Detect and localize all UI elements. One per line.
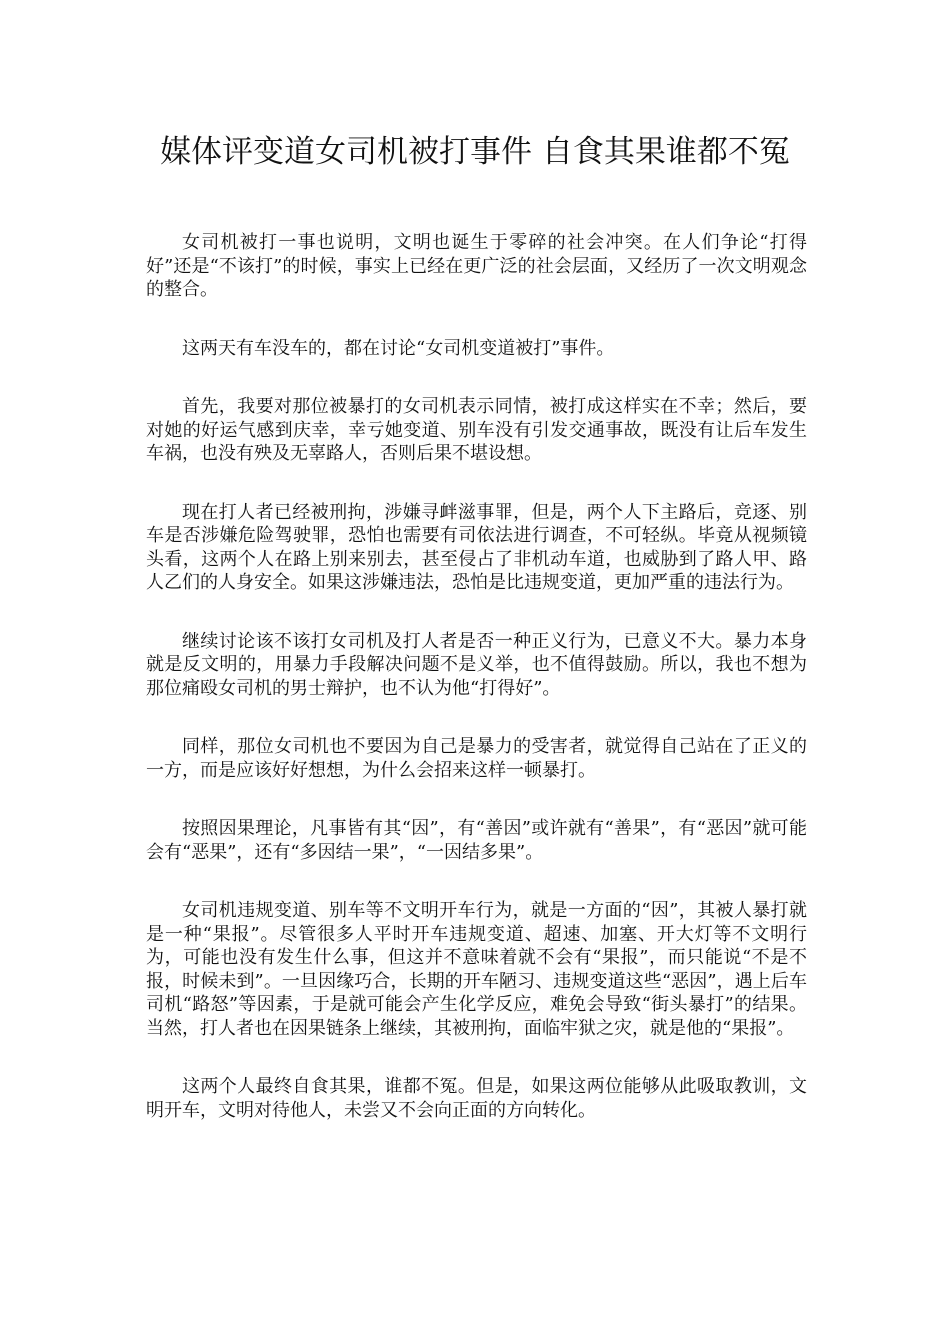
paragraph-8: 女司机违规变道、别车等不文明开车行为，就是一方面的“因”，其被人暴打就是一种“果报”。尽管很多人平时开车违规变道、超速、加塞、开大灯等不文明行为，可能也没有发生什么事，但这并不意味着就不会有“果报”，而只能说“不是不报，时候未到”。一旦因缘巧合，长期的开车陋习、违规变道这些“恶因”，遇上后车司机“路怒”等因素，于是就可能会产生化学反应，难免会导致“街头暴打”的结果。当然，打人者也在因果链条上继续，其被刑拘，面临牢狱之灾，就是他的“果报”。 (146, 900, 807, 1039)
paragraph-3: 首先，我要对那位被暴打的女司机表示同情，被打成这样实在不幸；然后，要对她的好运气感到庆幸，幸亏她变道、别车没有引发交通事故，既没有让后车发生车祸，也没有殃及无辜路人，否则后果不堪设想。 (146, 396, 807, 464)
paragraph-5: 继续讨论该不该打女司机及打人者是否一种正义行为，已意义不大。暴力本身就是反文明的，用暴力手段解决问题不是义举，也不值得鼓励。所以，我也不想为那位痛殴女司机的男士辩护，也不认为他“打得好”。 (146, 630, 807, 699)
paragraph-2: 这两天有车没车的，都在讨论“女司机变道被打”事件。 (182, 337, 615, 359)
paragraph-9: 这两个人最终自食其果，谁都不冤。但是，如果这两位能够从此吸取教训，文明开车，文明对待他人，未尝又不会向正面的方向转化。 (146, 1076, 807, 1121)
paragraph-1: 女司机被打一事也说明，文明也诞生于零碎的社会冲突。在人们争论“打得好”还是“不该打”的时候，事实上已经在更广泛的社会层面，又经历了一次文明观念的整合。 (146, 232, 807, 300)
article-body (146, 231, 807, 1157)
paragraph-4: 现在打人者已经被刑拘，涉嫌寻衅滋事罪，但是，两个人下主路后，竞逐、别车是否涉嫌危险驾驶罪，恐怕也需要有司依法进行调查，不可轻纵。毕竟从视频镜头看，这两个人在路上别来别去，甚至侵占了非机动车道，也威胁到了路人甲、路人乙们的人身安全。如果这涉嫌违法，恐怕是比违规变道，更加严重的违法行为。 (146, 501, 807, 593)
paragraph-6: 同样，那位女司机也不要因为自己是暴力的受害者，就觉得自己站在了正义的一方，而是应该好好想想，为什么会招来这样一顿暴打。 (146, 736, 807, 781)
paragraph-7: 按照因果理论，凡事皆有其“因”，有“善因”或许就有“善果”，有“恶因”就可能会有“恶果”，还有“多因结一果”，“一因结多果”。 (146, 818, 807, 863)
document-title: 媒体评变道女司机被打事件 自食其果谁都不冤 (160, 134, 790, 170)
